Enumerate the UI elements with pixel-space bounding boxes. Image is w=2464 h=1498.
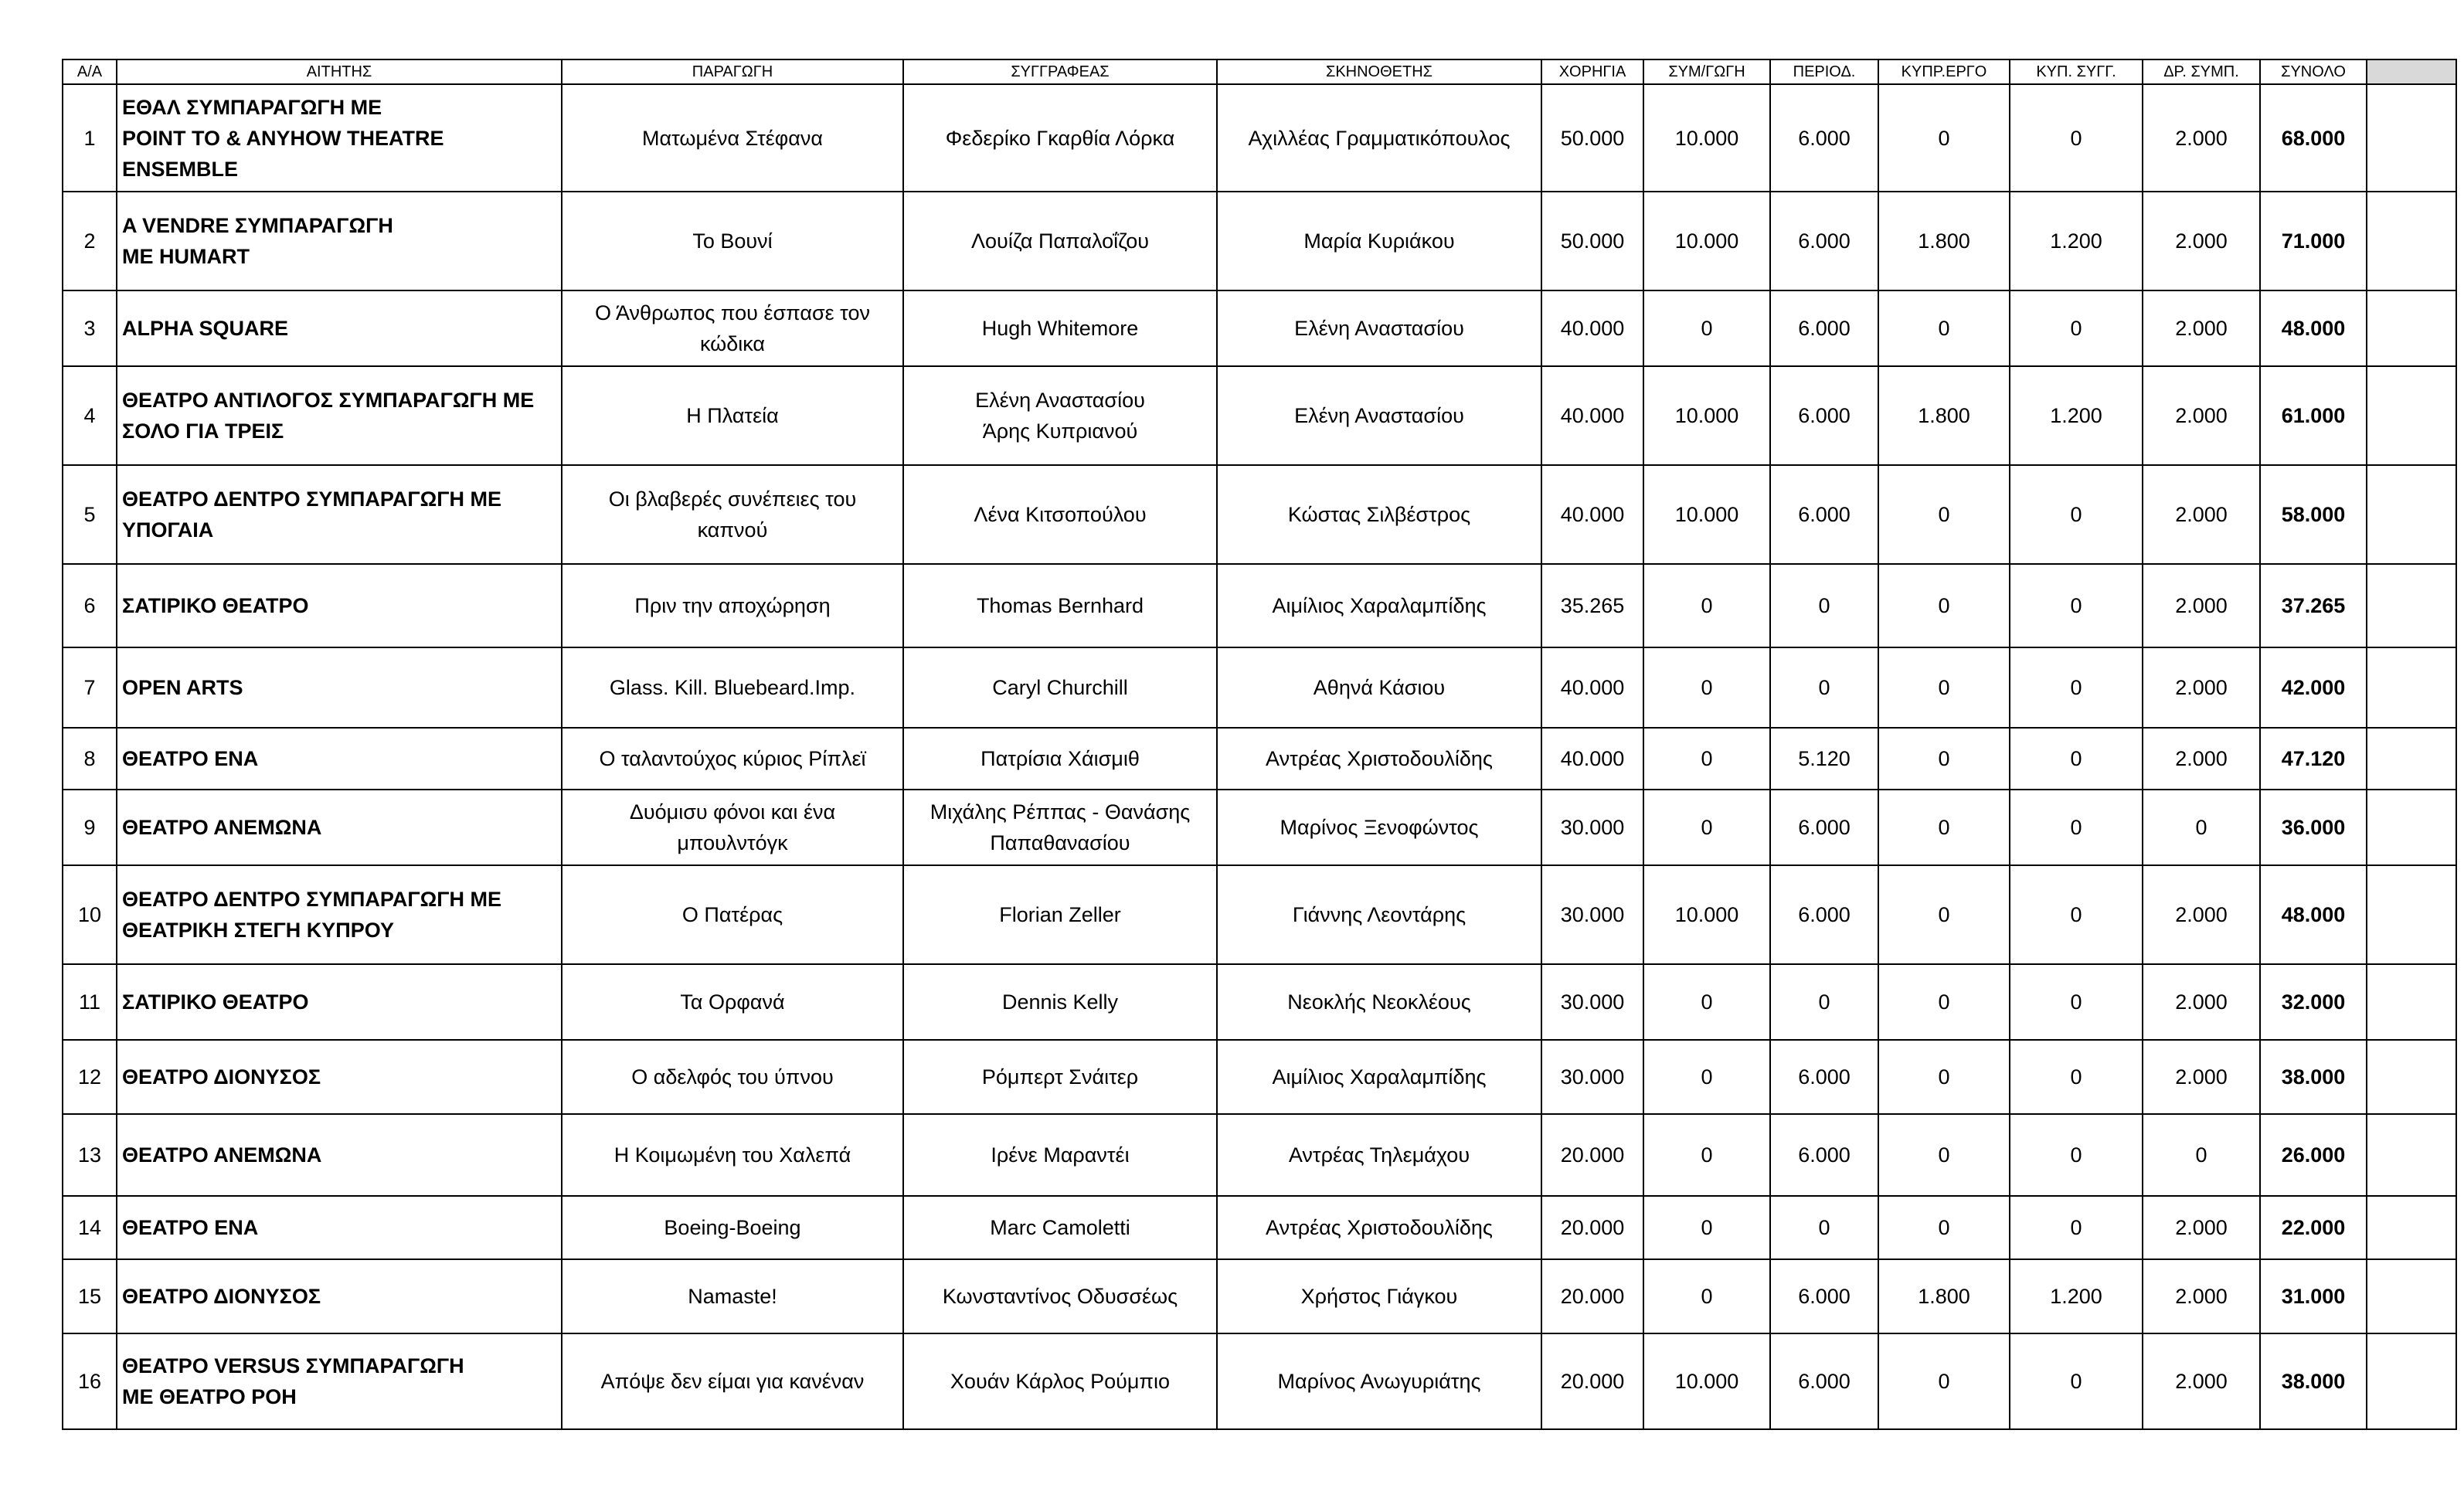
cell-tour: 6.000 xyxy=(1770,790,1878,865)
cell-grant: 30.000 xyxy=(1541,964,1643,1040)
header-director: ΣΚΗΝΟΘΕΤΗΣ xyxy=(1217,59,1541,84)
cell-production: Ο Πατέρας xyxy=(562,865,903,964)
cell-coproduction: 10.000 xyxy=(1643,865,1770,964)
header-cyprus-work: ΚΥΠΡ.ΕΡΓΟ xyxy=(1878,59,2010,84)
cell-rural: 2.000 xyxy=(2143,1333,2260,1429)
cell-coproduction: 10.000 xyxy=(1643,192,1770,290)
cell-total: 47.120 xyxy=(2260,728,2367,790)
cell-author: Λουίζα Παπαλοΐζου xyxy=(903,192,1217,290)
cell-director: Γιάννης Λεοντάρης xyxy=(1217,865,1541,964)
cell-aa: 10 xyxy=(63,865,117,964)
cell-production: Namaste! xyxy=(562,1259,903,1333)
cell-coproduction: 10.000 xyxy=(1643,84,1770,192)
cell-author: Λένα Κιτσοπούλου xyxy=(903,465,1217,564)
cell-cyprus-work: 0 xyxy=(1878,790,2010,865)
cell-blank xyxy=(2367,564,2456,647)
cell-cyprus-work: 1.800 xyxy=(1878,366,2010,465)
cell-director: Αθηνά Κάσιου xyxy=(1217,647,1541,728)
cell-cyprus-work: 0 xyxy=(1878,1040,2010,1114)
cell-director: Ελένη Αναστασίου xyxy=(1217,290,1541,366)
cell-total: 32.000 xyxy=(2260,964,2367,1040)
cell-director: Μαρίνος Ξενοφώντος xyxy=(1217,790,1541,865)
table-row xyxy=(63,1333,2456,1429)
cell-production: Η Πλατεία xyxy=(562,366,903,465)
table-row xyxy=(63,1114,2456,1196)
cell-rural: 2.000 xyxy=(2143,192,2260,290)
cell-rural: 0 xyxy=(2143,790,2260,865)
cell-rural: 2.000 xyxy=(2143,1040,2260,1114)
cell-cyprus-work: 0 xyxy=(1878,728,2010,790)
cell-rural: 2.000 xyxy=(2143,647,2260,728)
header-aa: Α/Α xyxy=(63,59,117,84)
cell-director: Αντρέας Χριστοδουλίδης xyxy=(1217,728,1541,790)
cell-tour: 6.000 xyxy=(1770,1333,1878,1429)
cell-aa: 9 xyxy=(63,790,117,865)
cell-production: Boeing-Boeing xyxy=(562,1196,903,1259)
cell-rural: 0 xyxy=(2143,1114,2260,1196)
cell-coproduction: 0 xyxy=(1643,1114,1770,1196)
cell-blank xyxy=(2367,1333,2456,1429)
cell-director: Αχιλλέας Γραμματικόπουλος xyxy=(1217,84,1541,192)
cell-tour: 6.000 xyxy=(1770,465,1878,564)
table-row xyxy=(63,84,2456,192)
cell-tour: 6.000 xyxy=(1770,366,1878,465)
cell-grant: 40.000 xyxy=(1541,728,1643,790)
cell-cyprus-author: 0 xyxy=(2010,1333,2143,1429)
cell-tour: 0 xyxy=(1770,564,1878,647)
cell-grant: 50.000 xyxy=(1541,84,1643,192)
cell-director: Ελένη Αναστασίου xyxy=(1217,366,1541,465)
cell-applicant: A VENDRE ΣΥΜΠΑΡΑΓΩΓΗ ΜΕ HUMART xyxy=(117,192,562,290)
cell-total: 26.000 xyxy=(2260,1114,2367,1196)
cell-cyprus-work: 0 xyxy=(1878,865,2010,964)
cell-grant: 35.265 xyxy=(1541,564,1643,647)
cell-applicant: ΘΕΑΤΡΟ ΕΝΑ xyxy=(117,728,562,790)
cell-cyprus-author: 0 xyxy=(2010,84,2143,192)
cell-grant: 40.000 xyxy=(1541,647,1643,728)
cell-tour: 5.120 xyxy=(1770,728,1878,790)
header-grant: ΧΟΡΗΓΙΑ xyxy=(1541,59,1643,84)
cell-coproduction: 0 xyxy=(1643,1196,1770,1259)
cell-cyprus-work: 0 xyxy=(1878,1196,2010,1259)
cell-cyprus-author: 0 xyxy=(2010,1196,2143,1259)
header-row xyxy=(63,59,2456,84)
cell-cyprus-work: 0 xyxy=(1878,290,2010,366)
cell-blank xyxy=(2367,1040,2456,1114)
cell-total: 38.000 xyxy=(2260,1333,2367,1429)
cell-grant: 30.000 xyxy=(1541,1040,1643,1114)
cell-coproduction: 0 xyxy=(1643,1040,1770,1114)
cell-aa: 7 xyxy=(63,647,117,728)
cell-production: Απόψε δεν είμαι για κανέναν xyxy=(562,1333,903,1429)
cell-cyprus-author: 0 xyxy=(2010,1114,2143,1196)
cell-director: Νεοκλής Νεοκλέους xyxy=(1217,964,1541,1040)
cell-applicant: ΕΘΑΛ ΣΥΜΠΑΡΑΓΩΓΗ ΜΕ POINT TO & ANYHOW THEATRE ENSEMBLE xyxy=(117,84,562,192)
cell-applicant: ΣΑΤΙΡΙΚΟ ΘΕΑΤΡΟ xyxy=(117,964,562,1040)
cell-applicant: ΘΕΑΤΡΟ ΑΝΤΙΛΟΓΟΣ ΣΥΜΠΑΡΑΓΩΓΗ ΜΕ ΣΟΛΟ ΓΙΑ ΤΡΕΙΣ xyxy=(117,366,562,465)
cell-author: Caryl Churchill xyxy=(903,647,1217,728)
cell-rural: 2.000 xyxy=(2143,366,2260,465)
cell-applicant: ALPHA SQUARE xyxy=(117,290,562,366)
cell-tour: 6.000 xyxy=(1770,865,1878,964)
cell-director: Κώστας Σιλβέστρος xyxy=(1217,465,1541,564)
cell-blank xyxy=(2367,366,2456,465)
cell-director: Αιμίλιος Χαραλαμπίδης xyxy=(1217,1040,1541,1114)
cell-coproduction: 0 xyxy=(1643,564,1770,647)
cell-blank xyxy=(2367,465,2456,564)
cell-tour: 0 xyxy=(1770,964,1878,1040)
cell-aa: 14 xyxy=(63,1196,117,1259)
cell-coproduction: 0 xyxy=(1643,290,1770,366)
cell-author: Hugh Whitemore xyxy=(903,290,1217,366)
cell-blank xyxy=(2367,1259,2456,1333)
cell-author: Ελένη Αναστασίου Άρης Κυπριανού xyxy=(903,366,1217,465)
table-row xyxy=(63,1259,2456,1333)
table-row xyxy=(63,964,2456,1040)
cell-tour: 6.000 xyxy=(1770,192,1878,290)
cell-cyprus-author: 0 xyxy=(2010,647,2143,728)
cell-applicant: ΣΑΤΙΡΙΚΟ ΘΕΑΤΡΟ xyxy=(117,564,562,647)
cell-aa: 15 xyxy=(63,1259,117,1333)
cell-production: Ματωμένα Στέφανα xyxy=(562,84,903,192)
cell-cyprus-work: 0 xyxy=(1878,1114,2010,1196)
cell-aa: 11 xyxy=(63,964,117,1040)
cell-aa: 16 xyxy=(63,1333,117,1429)
table-row xyxy=(63,790,2456,865)
table-row xyxy=(63,865,2456,964)
cell-cyprus-work: 0 xyxy=(1878,84,2010,192)
cell-coproduction: 10.000 xyxy=(1643,366,1770,465)
cell-cyprus-work: 0 xyxy=(1878,564,2010,647)
cell-tour: 6.000 xyxy=(1770,290,1878,366)
header-blank xyxy=(2367,59,2456,84)
cell-coproduction: 0 xyxy=(1643,1259,1770,1333)
cell-aa: 3 xyxy=(63,290,117,366)
cell-applicant: ΘΕΑΤΡΟ ΑΝΕΜΩΝΑ xyxy=(117,790,562,865)
cell-blank xyxy=(2367,728,2456,790)
cell-coproduction: 0 xyxy=(1643,728,1770,790)
header-production: ΠΑΡΑΓΩΓΗ xyxy=(562,59,903,84)
cell-cyprus-author: 0 xyxy=(2010,790,2143,865)
cell-total: 58.000 xyxy=(2260,465,2367,564)
cell-grant: 30.000 xyxy=(1541,865,1643,964)
cell-aa: 8 xyxy=(63,728,117,790)
table-row xyxy=(63,564,2456,647)
table-row xyxy=(63,465,2456,564)
cell-blank xyxy=(2367,865,2456,964)
cell-tour: 6.000 xyxy=(1770,1040,1878,1114)
cell-production: Δυόμισυ φόνοι και ένα μπουλντόγκ xyxy=(562,790,903,865)
cell-total: 38.000 xyxy=(2260,1040,2367,1114)
cell-production: Ο Άνθρωπος που έσπασε τον κώδικα xyxy=(562,290,903,366)
cell-tour: 6.000 xyxy=(1770,1259,1878,1333)
table-row xyxy=(63,366,2456,465)
cell-author: Χουάν Κάρλος Ρούμπιο xyxy=(903,1333,1217,1429)
cell-blank xyxy=(2367,290,2456,366)
cell-rural: 2.000 xyxy=(2143,1259,2260,1333)
cell-total: 31.000 xyxy=(2260,1259,2367,1333)
header-tour: ΠΕΡΙΟΔ. xyxy=(1770,59,1878,84)
cell-applicant: ΘΕΑΤΡΟ ΔΙΟΝΥΣΟΣ xyxy=(117,1259,562,1333)
cell-blank xyxy=(2367,964,2456,1040)
cell-cyprus-work: 1.800 xyxy=(1878,192,2010,290)
cell-production: Ο αδελφός του ύπνου xyxy=(562,1040,903,1114)
cell-applicant: ΘΕΑΤΡΟ VERSUS ΣΥΜΠΑΡΑΓΩΓΗ ΜΕ ΘΕΑΤΡΟ ΡΟΗ xyxy=(117,1333,562,1429)
cell-blank xyxy=(2367,84,2456,192)
table-row xyxy=(63,1040,2456,1114)
header-total: ΣΥΝΟΛΟ xyxy=(2260,59,2367,84)
cell-rural: 2.000 xyxy=(2143,728,2260,790)
cell-rural: 2.000 xyxy=(2143,1196,2260,1259)
table-row xyxy=(63,290,2456,366)
cell-author: Φεδερίκο Γκαρθία Λόρκα xyxy=(903,84,1217,192)
cell-director: Αντρέας Τηλεμάχου xyxy=(1217,1114,1541,1196)
cell-applicant: ΘΕΑΤΡΟ ΔΙΟΝΥΣΟΣ xyxy=(117,1040,562,1114)
cell-coproduction: 0 xyxy=(1643,790,1770,865)
cell-director: Αιμίλιος Χαραλαμπίδης xyxy=(1217,564,1541,647)
cell-applicant: ΘΕΑΤΡΟ ΑΝΕΜΩΝΑ xyxy=(117,1114,562,1196)
cell-tour: 0 xyxy=(1770,647,1878,728)
cell-author: Πατρίσια Χάισμιθ xyxy=(903,728,1217,790)
cell-cyprus-work: 0 xyxy=(1878,465,2010,564)
cell-blank xyxy=(2367,1114,2456,1196)
cell-cyprus-work: 0 xyxy=(1878,964,2010,1040)
cell-blank xyxy=(2367,1196,2456,1259)
cell-blank xyxy=(2367,647,2456,728)
cell-total: 61.000 xyxy=(2260,366,2367,465)
cell-aa: 1 xyxy=(63,84,117,192)
cell-production: Τα Ορφανά xyxy=(562,964,903,1040)
cell-rural: 2.000 xyxy=(2143,465,2260,564)
cell-grant: 20.000 xyxy=(1541,1114,1643,1196)
header-coproduction: ΣΥΜ/ΓΩΓΗ xyxy=(1643,59,1770,84)
cell-total: 37.265 xyxy=(2260,564,2367,647)
cell-production: Το Βουνί xyxy=(562,192,903,290)
cell-cyprus-author: 1.200 xyxy=(2010,192,2143,290)
header-rural: ΔΡ. ΣΥΜΠ. xyxy=(2143,59,2260,84)
cell-coproduction: 0 xyxy=(1643,647,1770,728)
cell-aa: 6 xyxy=(63,564,117,647)
table-row xyxy=(63,647,2456,728)
cell-cyprus-author: 0 xyxy=(2010,1040,2143,1114)
cell-rural: 2.000 xyxy=(2143,84,2260,192)
cell-cyprus-author: 0 xyxy=(2010,964,2143,1040)
cell-author: Ιρένε Μαραντέι xyxy=(903,1114,1217,1196)
cell-aa: 12 xyxy=(63,1040,117,1114)
cell-rural: 2.000 xyxy=(2143,290,2260,366)
cell-tour: 6.000 xyxy=(1770,84,1878,192)
cell-director: Χρήστος Γιάγκου xyxy=(1217,1259,1541,1333)
cell-coproduction: 10.000 xyxy=(1643,465,1770,564)
cell-tour: 0 xyxy=(1770,1196,1878,1259)
funding-table xyxy=(62,59,2457,1430)
cell-cyprus-author: 1.200 xyxy=(2010,1259,2143,1333)
cell-applicant: ΘΕΑΤΡΟ ΔΕΝΤΡΟ ΣΥΜΠΑΡΑΓΩΓΗ ΜΕ ΥΠΟΓΑΙΑ xyxy=(117,465,562,564)
cell-grant: 50.000 xyxy=(1541,192,1643,290)
cell-rural: 2.000 xyxy=(2143,564,2260,647)
cell-production: Η Κοιμωμένη του Χαλεπά xyxy=(562,1114,903,1196)
cell-author: Κωνσταντίνος Οδυσσέως xyxy=(903,1259,1217,1333)
cell-grant: 40.000 xyxy=(1541,366,1643,465)
table-row xyxy=(63,1196,2456,1259)
cell-author: Marc Camoletti xyxy=(903,1196,1217,1259)
cell-author: Dennis Kelly xyxy=(903,964,1217,1040)
cell-total: 36.000 xyxy=(2260,790,2367,865)
cell-cyprus-work: 0 xyxy=(1878,1333,2010,1429)
cell-cyprus-work: 1.800 xyxy=(1878,1259,2010,1333)
cell-director: Μαρίνος Ανωγυριάτης xyxy=(1217,1333,1541,1429)
header-applicant: ΑΙΤΗΤΗΣ xyxy=(117,59,562,84)
cell-coproduction: 0 xyxy=(1643,964,1770,1040)
cell-tour: 6.000 xyxy=(1770,1114,1878,1196)
cell-applicant: ΘΕΑΤΡΟ ΔΕΝΤΡΟ ΣΥΜΠΑΡΑΓΩΓΗ ΜΕ ΘΕΑΤΡΙΚΗ ΣΤΕΓΗ ΚΥΠΡΟΥ xyxy=(117,865,562,964)
table-row xyxy=(63,728,2456,790)
cell-coproduction: 10.000 xyxy=(1643,1333,1770,1429)
cell-grant: 40.000 xyxy=(1541,290,1643,366)
cell-total: 22.000 xyxy=(2260,1196,2367,1259)
cell-production: Ο ταλαντούχος κύριος Ρίπλεϊ xyxy=(562,728,903,790)
cell-aa: 5 xyxy=(63,465,117,564)
cell-author: Florian Zeller xyxy=(903,865,1217,964)
cell-cyprus-author: 1.200 xyxy=(2010,366,2143,465)
cell-author: Thomas Bernhard xyxy=(903,564,1217,647)
cell-author: Μιχάλης Ρέππας - Θανάσης Παπαθανασίου xyxy=(903,790,1217,865)
table-row xyxy=(63,192,2456,290)
cell-aa: 2 xyxy=(63,192,117,290)
cell-production: Πριν την αποχώρηση xyxy=(562,564,903,647)
cell-cyprus-author: 0 xyxy=(2010,465,2143,564)
cell-total: 48.000 xyxy=(2260,865,2367,964)
header-cyprus-author: ΚΥΠ. ΣΥΓΓ. xyxy=(2010,59,2143,84)
cell-cyprus-author: 0 xyxy=(2010,564,2143,647)
cell-applicant: OPEN ARTS xyxy=(117,647,562,728)
cell-grant: 40.000 xyxy=(1541,465,1643,564)
cell-author: Ρόμπερτ Σνάιτερ xyxy=(903,1040,1217,1114)
cell-cyprus-work: 0 xyxy=(1878,647,2010,728)
cell-cyprus-author: 0 xyxy=(2010,865,2143,964)
cell-total: 71.000 xyxy=(2260,192,2367,290)
cell-grant: 30.000 xyxy=(1541,790,1643,865)
cell-production: Οι βλαβερές συνέπειες του καπνού xyxy=(562,465,903,564)
cell-aa: 4 xyxy=(63,366,117,465)
cell-total: 48.000 xyxy=(2260,290,2367,366)
cell-director: Αντρέας Χριστοδουλίδης xyxy=(1217,1196,1541,1259)
header-author: ΣΥΓΓΡΑΦΕΑΣ xyxy=(903,59,1217,84)
cell-blank xyxy=(2367,790,2456,865)
cell-blank xyxy=(2367,192,2456,290)
cell-rural: 2.000 xyxy=(2143,865,2260,964)
cell-production: Glass. Kill. Bluebeard.Imp. xyxy=(562,647,903,728)
cell-grant: 20.000 xyxy=(1541,1259,1643,1333)
cell-cyprus-author: 0 xyxy=(2010,290,2143,366)
cell-applicant: ΘΕΑΤΡΟ ΕΝΑ xyxy=(117,1196,562,1259)
cell-total: 42.000 xyxy=(2260,647,2367,728)
cell-cyprus-author: 0 xyxy=(2010,728,2143,790)
cell-rural: 2.000 xyxy=(2143,964,2260,1040)
cell-director: Μαρία Κυριάκου xyxy=(1217,192,1541,290)
cell-grant: 20.000 xyxy=(1541,1196,1643,1259)
cell-total: 68.000 xyxy=(2260,84,2367,192)
cell-grant: 20.000 xyxy=(1541,1333,1643,1429)
cell-aa: 13 xyxy=(63,1114,117,1196)
